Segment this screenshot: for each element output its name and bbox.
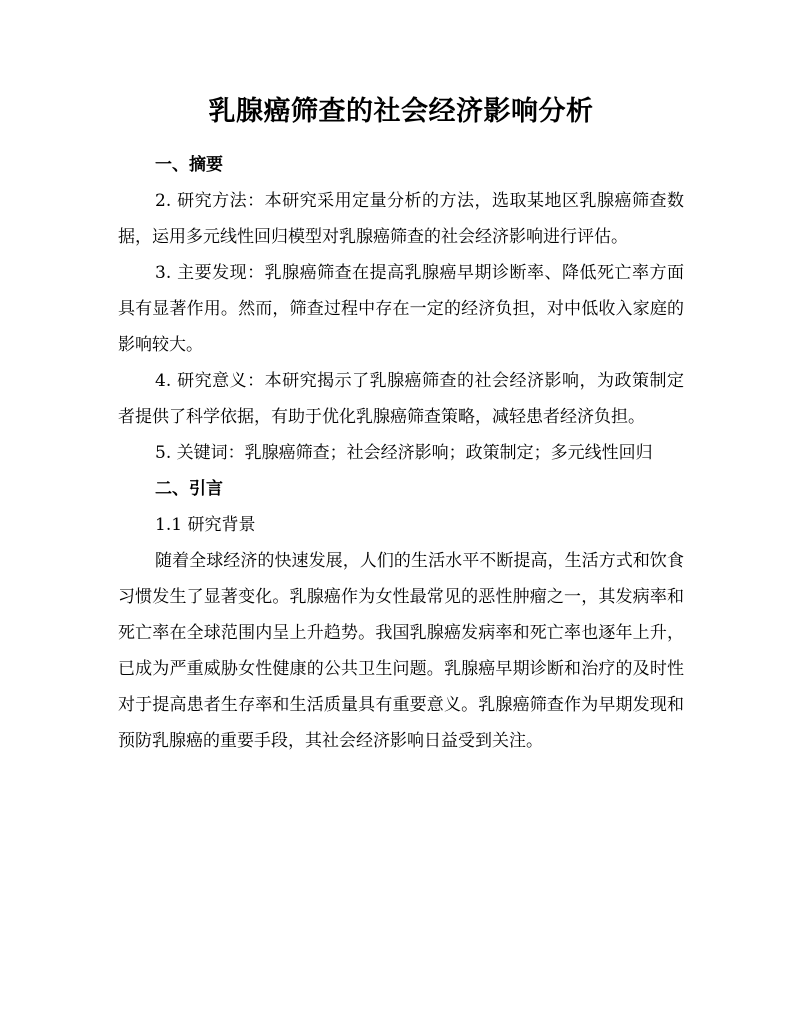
abstract-heading: 一、摘要 [155, 155, 223, 175]
document-title: 乳腺癌筛查的社会经济影响分析 [208, 96, 594, 127]
abstract-section [118, 147, 684, 471]
background-paragraph: 随着全球经济的快速发展，人们的生活水平不断提高，生活方式和饮食习惯发生了显著变化。乳腺癌作为女性最常见的恶性肿瘤之一，其发病率和死亡率在全球范围内呈上升趋势。我国乳腺癌发病率和死亡率也逐年上升，已成为严重威胁女性健康的公共卫生问题。乳腺癌早期诊断和治疗的及时性对于提高患者生存率和生活质量具有重要意义。乳腺癌筛查作为早期发现和预防乳腺癌的重要手段，其社会经济影响日益受到关注。 [118, 551, 684, 751]
intro-section [118, 471, 684, 759]
background-subheading: 1.1 研究背景 [155, 515, 256, 535]
abstract-item-keywords: 5. 关键词：乳腺癌筛查；社会经济影响；政策制定；多元线性回归 [155, 443, 653, 463]
abstract-item-method: 2. 研究方法：本研究采用定量分析的方法，选取某地区乳腺癌筛查数据，运用多元线性回归模型对乳腺癌筛查的社会经济影响进行评估。 [118, 191, 684, 247]
abstract-item-findings: 3. 主要发现：乳腺癌筛查在提高乳腺癌早期诊断率、降低死亡率方面具有显著作用。然而，筛查过程中存在一定的经济负担，对中低收入家庭的影响较大。 [118, 263, 684, 355]
document-page [118, 92, 684, 759]
intro-heading: 二、引言 [155, 479, 223, 499]
abstract-item-significance: 4. 研究意义：本研究揭示了乳腺癌筛查的社会经济影响，为政策制定者提供了科学依据，有助于优化乳腺癌筛查策略，减轻患者经济负担。 [118, 371, 684, 427]
